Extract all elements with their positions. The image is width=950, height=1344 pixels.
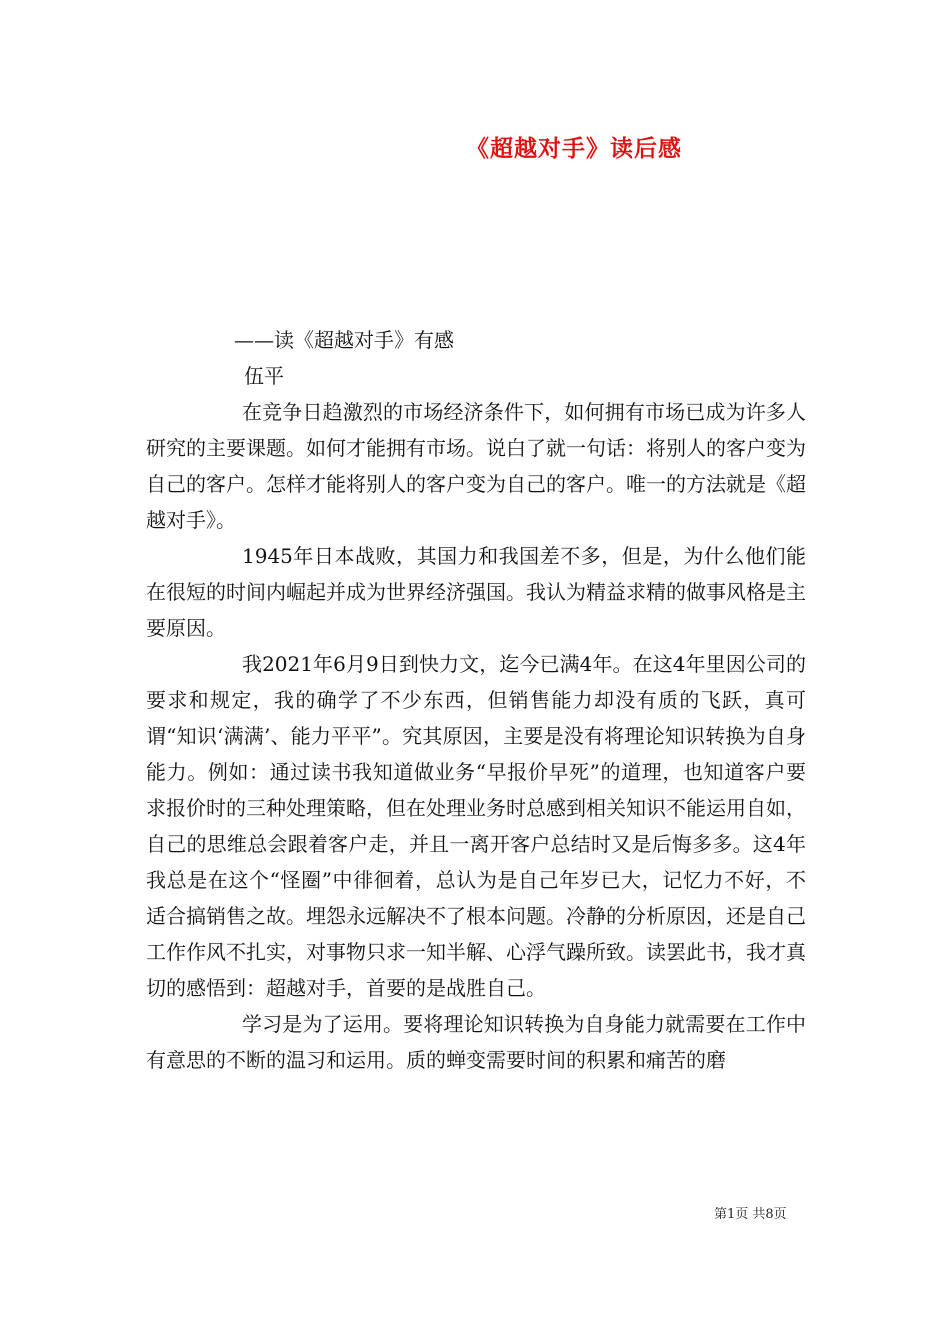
document-subtitle: ——读《超越对手》有感 [234,328,454,352]
document-body [146,322,806,1078]
paragraph: 在竞争日趋激烈的市场经济条件下，如何拥有市场已成为许多人研究的主要课题。如何才能拥有市场。说白了就一句话：将别人的客户变为自己的客户。怎样才能将别人的客户变为自己的客户。唯一的方法就是《超越对手》。 [146,400,806,532]
document-author: 伍平 [244,364,284,388]
paragraph: 学习是为了运用。要将理论知识转换为自身能力就需要在工作中有意思的不断的温习和运用。质的蝉变需要时间的积累和痛苦的磨 [146,1012,806,1072]
paragraph: 1945年日本战败，其国力和我国差不多，但是，为什么他们能在很短的时间内崛起并成为世界经济强国。我认为精益求精的做事风格是主要原因。 [146,544,806,640]
page-number-footer: 第1页 共8页 [714,1207,787,1222]
document-title: 《超越对手》读后感 [466,135,682,162]
paragraph: 我2021年6月9日到快力文，迄今已满4年。在这4年里因公司的要求和规定，我的确学了不少东西，但销售能力却没有质的飞跃，真可谓“知识‘满满’、能力平平”。究其原因，主要是没有将理论知识转换为自身能力。例如：通过读书我知道做业务“早报价早死”的道理，也知道客户要求报价时的三种处理策略，但在处理业务时总感到相关知识不能运用自如，自己的思维总会跟着客户走，并且一离开客户总结时又是后悔多多。这4年我总是在这个“怪圈”中徘徊着，总认为是自己年岁已大，记忆力不好，不适合搞销售之故。埋怨永远解决不了根本问题。冷静的分析原因，还是自己工作作风不扎实，对事物只求一知半解、心浮气躁所致。读罢此书，我才真切的感悟到：超越对手，首要的是战胜自己。 [146,652,806,1000]
